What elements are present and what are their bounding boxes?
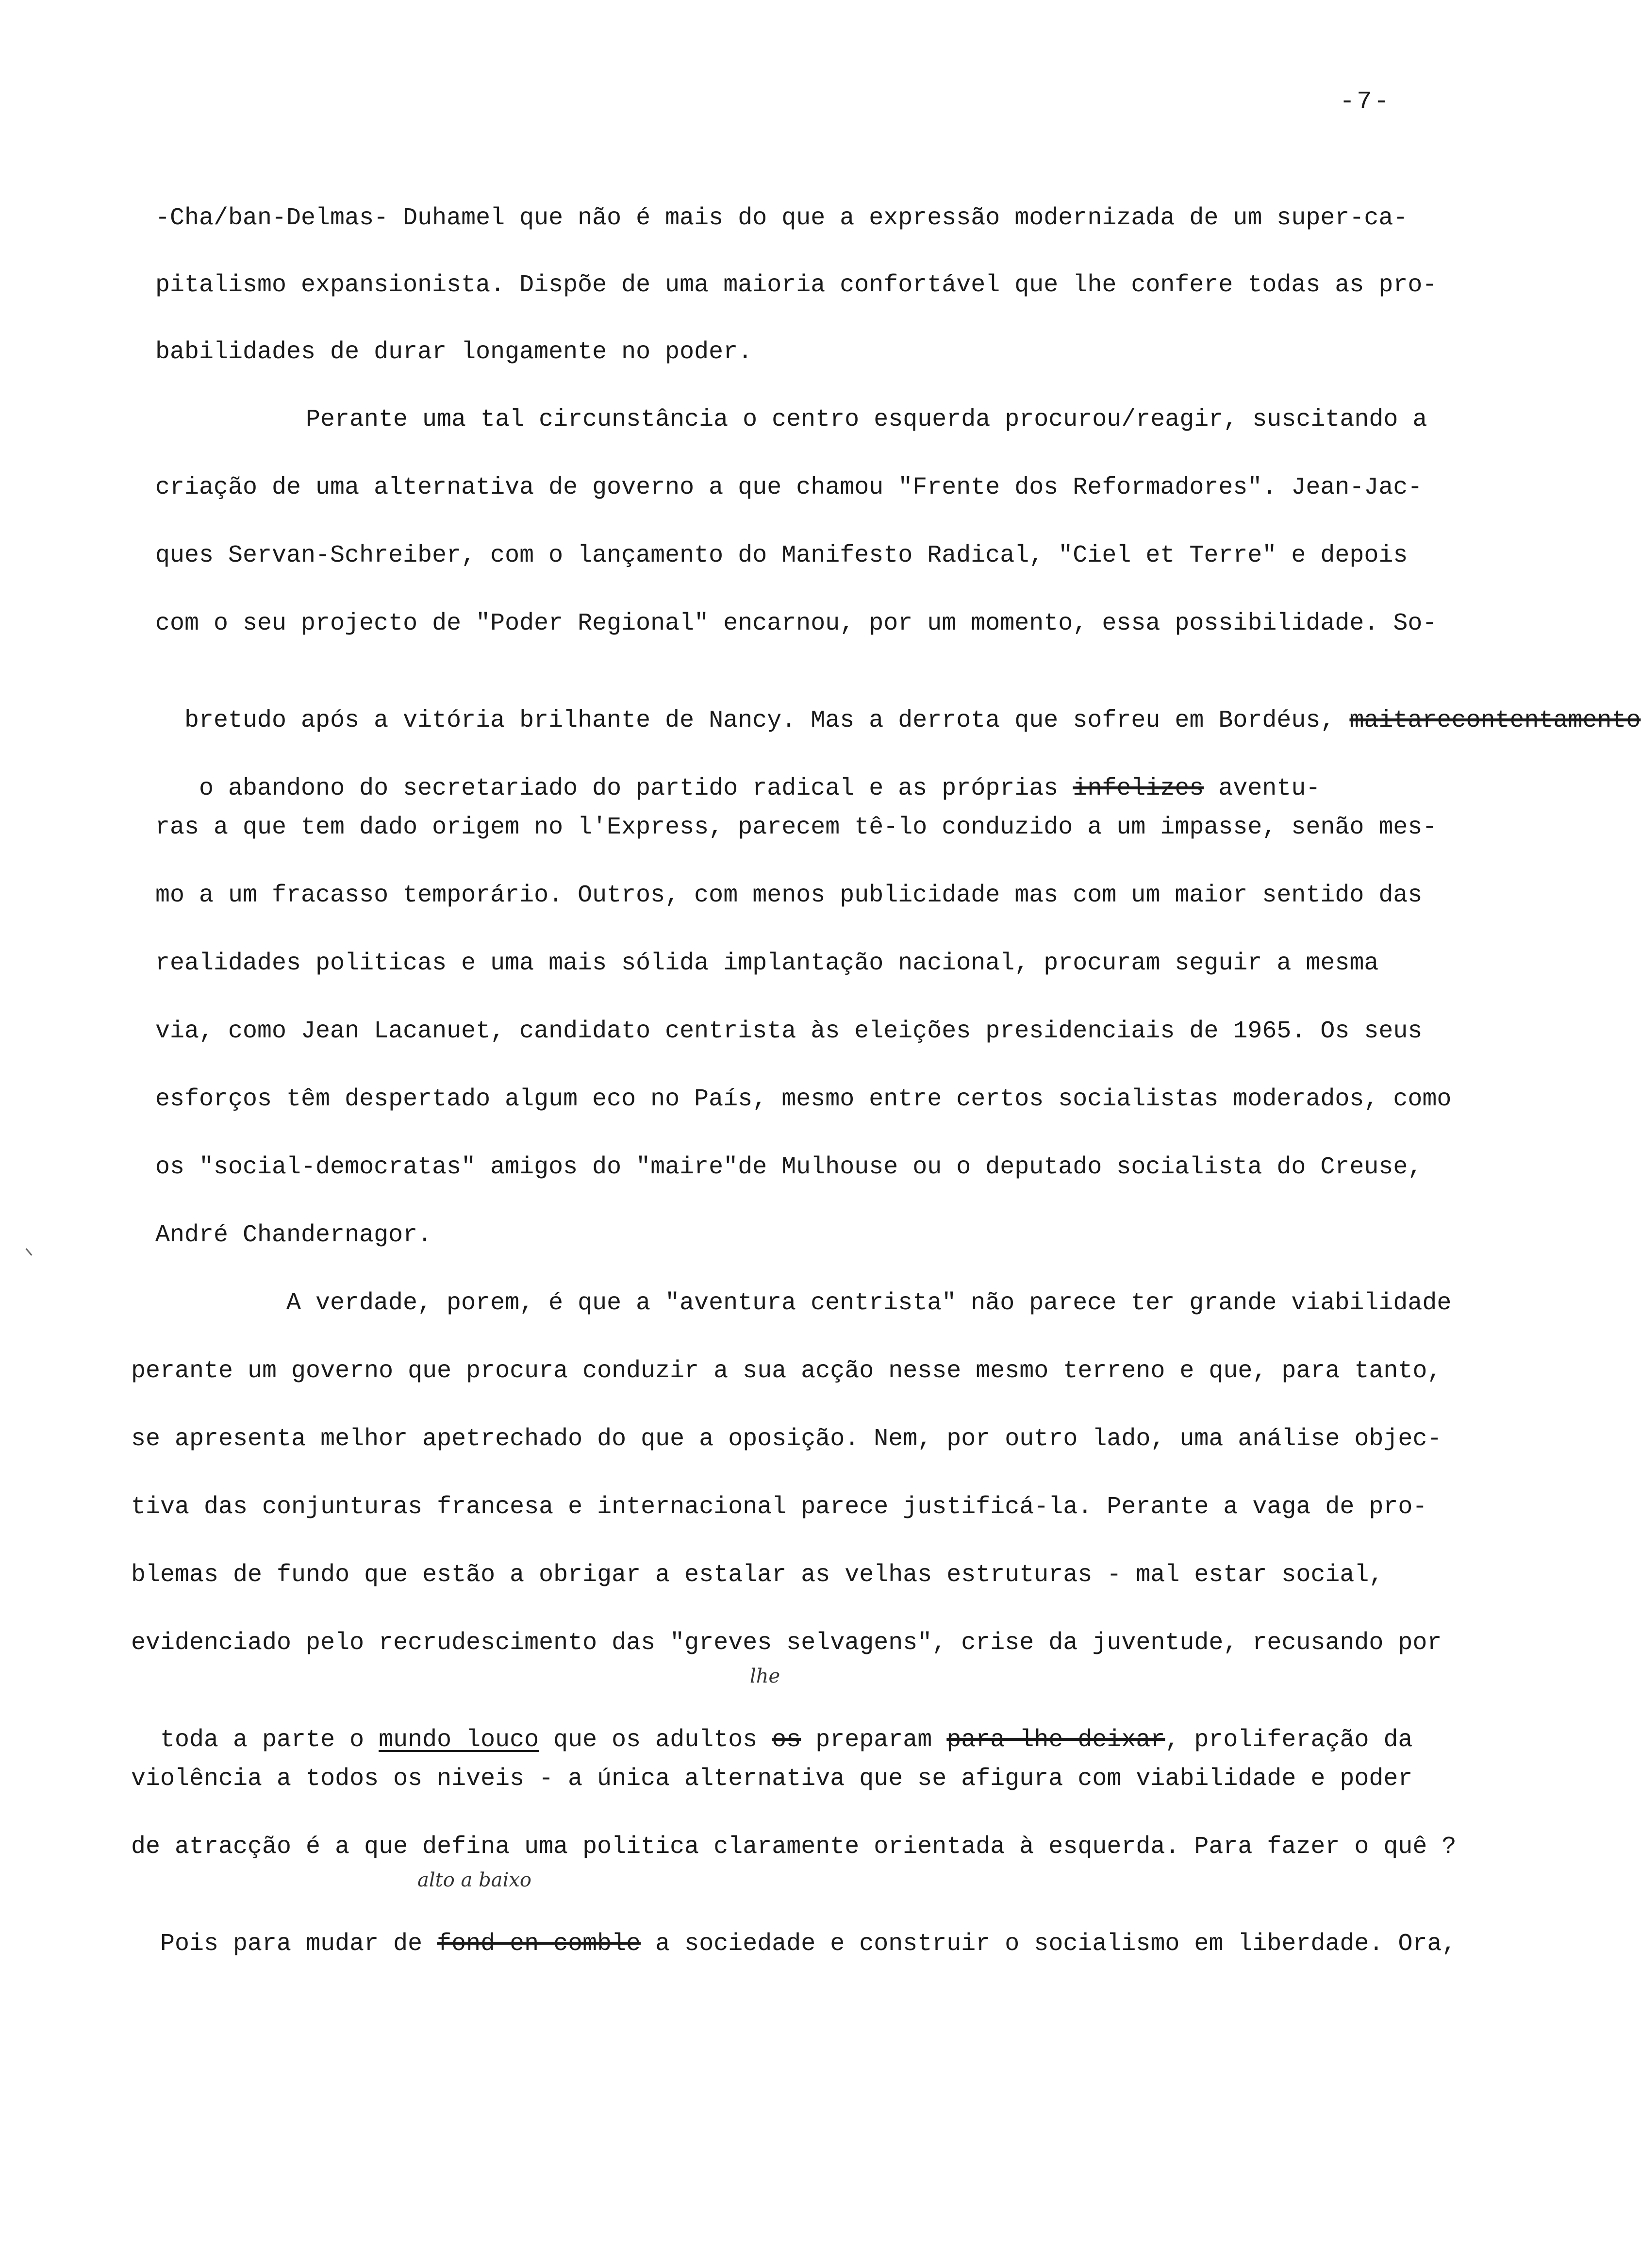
page-number: -7- xyxy=(1340,87,1391,116)
text-line xyxy=(155,745,1320,803)
text-segment: que os adultos xyxy=(539,1726,772,1754)
text-line: ques Servan-Schreiber, com o lançamento do Manifesto Radical, "Ciel et Terre" e depois xyxy=(155,542,1408,569)
handwritten-note: alto a baixo xyxy=(417,1869,531,1891)
struck-text: para lhe deixar xyxy=(946,1726,1165,1754)
text-line: André Chandernagor. xyxy=(155,1221,432,1249)
text-line: blemas de fundo que estão a obrigar a estalar as velhas estruturas - mal estar social, xyxy=(131,1561,1384,1589)
text-line: esforços têm despertado algum eco no País, mesmo entre certos socialistas moderados, como xyxy=(155,1085,1452,1113)
text-segment: a sociedade e construir o socialismo em liberdade. Ora, xyxy=(641,1930,1457,1958)
text-segment: preparam xyxy=(801,1726,947,1754)
text-line: Perante uma tal circunstância o centro esquerda procurou/reagir, suscitando a xyxy=(306,406,1427,434)
struck-text: fond en comble xyxy=(437,1930,641,1958)
text-line: -Cha/ban-Delmas- Duhamel que não é mais do que a expressão modernizada de um super-ca- xyxy=(155,204,1408,232)
underlined-text: mundo louco xyxy=(379,1726,539,1754)
text-segment: aventu- xyxy=(1204,775,1321,802)
text-line: de atracção é a que defina uma politica claramente orientada à esquerda. Para fazer o quê ? xyxy=(131,1833,1457,1861)
struck-text: os xyxy=(772,1726,801,1754)
struck-text: infelizes xyxy=(1073,775,1204,802)
text-line: os "social-democratas" amigos do "maire"de Mulhouse ou o deputado socialista do Creuse, xyxy=(155,1153,1423,1181)
text-line: violência a todos os niveis - a única alternativa que se afigura com viabilidade e poder xyxy=(131,1765,1413,1793)
handwritten-note: lhe xyxy=(750,1665,780,1687)
text-line: evidenciado pelo recrudescimento das "greves selvagens", crise da juventude, recusando por xyxy=(131,1629,1442,1657)
text-segment: Pois para mudar de xyxy=(160,1930,437,1958)
stray-mark xyxy=(26,1248,33,1256)
text-line: realidades politicas e uma mais sólida implantação nacional, procuram seguir a mesma xyxy=(155,950,1379,977)
text-segment: o abandono do secretariado do partido radical e as próprias xyxy=(184,775,1073,802)
text-segment: bretudo após a vitória brilhante de Nancy. Mas a derrota que sofreu em Bordéus, xyxy=(184,707,1350,734)
text-line xyxy=(155,677,1641,735)
text-line: mo a um fracasso temporário. Outros, com menos publicidade mas com um maior sentido das xyxy=(155,882,1423,909)
struck-text: maitarecontentamento xyxy=(1349,707,1641,734)
text-line: ras a que tem dado origem no l'Express, parecem tê-lo conduzido a um impasse, senão mes- xyxy=(155,814,1437,841)
text-line: com o seu projecto de "Poder Regional" encarnou, por um momento, essa possibilidade. So- xyxy=(155,610,1437,637)
text-segment: toda a parte o xyxy=(160,1726,379,1754)
text-line: perante um governo que procura conduzir a sua acção nesse mesmo terreno e que, para tanto, xyxy=(131,1357,1442,1385)
text-line: A verdade, porem, é que a "aventura centrista" não parece ter grande viabilidade xyxy=(286,1289,1452,1317)
text-line: se apresenta melhor apetrechado do que a oposição. Nem, por outro lado, uma análise objec- xyxy=(131,1425,1442,1453)
text-segment: , proliferação da xyxy=(1165,1726,1413,1754)
text-line: criação de uma alternativa de governo a que chamou "Frente dos Reformadores". Jean-Jac- xyxy=(155,474,1423,501)
text-line: tiva das conjunturas francesa e internacional parece justificá-la. Perante a vaga de pro- xyxy=(131,1493,1427,1521)
text-line: via, como Jean Lacanuet, candidato centrista às eleições presidenciais de 1965. Os seus xyxy=(155,1017,1423,1045)
text-line xyxy=(131,1901,1456,1959)
text-line: babilidades de durar longamente no poder. xyxy=(155,338,753,366)
text-line: pitalismo expansionista. Dispõe de uma maioria confortável que lhe confere todas as pro- xyxy=(155,271,1437,299)
text-line xyxy=(131,1697,1412,1755)
